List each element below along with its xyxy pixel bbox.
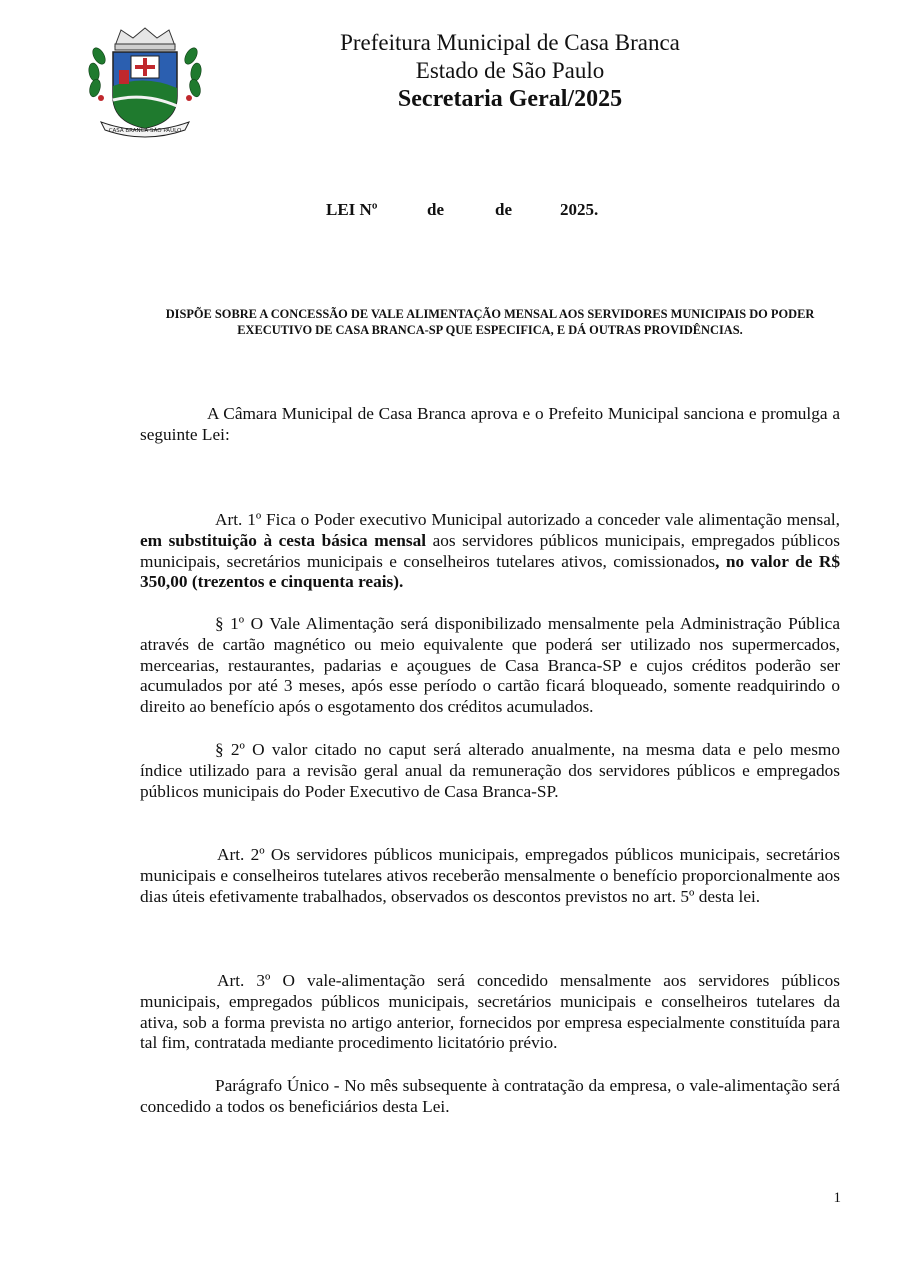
preamble-text: A Câmara Municipal de Casa Branca aprova e o Prefeito Municipal sanciona e promulga a seguinte Lei: <box>140 404 840 444</box>
page-number: 1 <box>833 1190 841 1206</box>
header-state: Estado de São Paulo <box>415 58 605 83</box>
art1-p1-text: § 1º O Vale Alimentação será disponibilizado mensalmente pela Administração Pública através de cartão magnético ou meio equivalente que poderá ser utilizado nos supermercados, mercearias, restaurantes, padarias e açougues de Casa Branca-SP e cujos créditos poderão ser acumulados por até 3 meses, após esse período o cartão ficará bloqueado, somente readquirindo o direito ao benefício após o esgotamento dos créditos acumulados. <box>140 614 840 717</box>
article-3-sole-paragraph <box>140 1076 840 1118</box>
law-summary-ementa: DISPÕE SOBRE A CONCESSÃO DE VALE ALIMENTAÇÃO MENSAL AOS SERVIDORES MUNICIPAIS DO PODER EXECUTIVO DE CASA BRANCA-SP QUE ESPECIFICA, E DÁ OUTRAS PROVIDÊNCIAS. <box>165 307 815 337</box>
art1-bold-b: , no valor de R$ 350,00 (trezentos e cinquenta reais). <box>140 551 840 592</box>
law-title-de-1: de <box>427 200 444 219</box>
header-secretariat: Secretaria Geral/2025 <box>397 86 623 112</box>
header-municipality: Prefeitura Municipal de Casa Branca <box>340 30 680 55</box>
art2-text: Art. 2º Os servidores públicos municipais, empregados públicos municipais, secretários municipais e conselheiros tutelares ativos receberão mensalmente o benefício proporcionalmente aos dias úteis efetivamente trabalhados, observados os descontos previstos no art. 5º desta lei. <box>140 845 840 906</box>
art3-pu-text: Parágrafo Único - No mês subsequente à contratação da empresa, o vale-alimentação será concedido a todos os beneficiários desta Lei. <box>140 1076 840 1116</box>
law-title-year: 2025. <box>560 200 599 219</box>
art1-text-a: Art. 1º Fica o Poder executivo Municipal autorizado a conceder vale alimentação mensal, <box>215 510 840 529</box>
article-2 <box>140 845 840 907</box>
article-1-paragraph-1 <box>140 614 840 718</box>
article-1-paragraph-2 <box>140 740 840 802</box>
article-1 <box>140 510 840 593</box>
law-number-title <box>0 200 905 222</box>
law-title-prefix: LEI Nº <box>326 200 378 219</box>
municipal-seal-logo <box>85 26 205 138</box>
art1-text-b: aos servidores públicos municipais, empregados públicos municipais, secretários municipais e conselheiros tutelares ativos, comissionados <box>140 530 840 571</box>
article-3 <box>140 971 840 1054</box>
art1-p2-text: § 2º O valor citado no caput será alterado anualmente, na mesma data e pelo mesmo índice utilizado para a revisão geral anual da remuneração dos servidores públicos e empregados públicos municipais do Poder Executivo de Casa Branca-SP. <box>140 740 840 801</box>
preamble-paragraph <box>140 404 840 446</box>
art3-text: Art. 3º O vale-alimentação será concedido mensalmente aos servidores públicos municipais, empregados públicos municipais, secretários municipais e conselheiros tutelares da ativa, sob a forma prevista no artigo anterior, fornecidos por empresa especialmente constituída para tal fim, contratada mediante procedimento licitatório prévio. <box>140 971 840 1053</box>
law-title-de-2: de <box>495 200 512 219</box>
svg-text:CASA BRANCA SÃO PAULO: CASA BRANCA SÃO PAULO <box>108 128 182 134</box>
art1-bold-a: em substituição à cesta básica mensal <box>140 530 427 550</box>
